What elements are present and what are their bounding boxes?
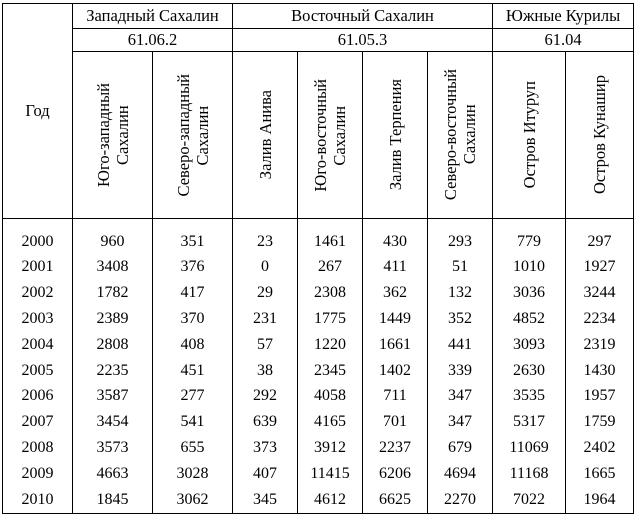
year-column-header: Год	[3, 4, 73, 219]
value-cell: 292	[233, 383, 298, 409]
year-cell: 2001	[3, 254, 73, 280]
value-cell: 655	[153, 435, 233, 461]
value-cell: 779	[493, 219, 566, 255]
value-cell: 352	[428, 306, 493, 332]
value-cell: 57	[233, 332, 298, 358]
table-row	[3, 306, 634, 332]
value-cell: 11415	[298, 461, 363, 487]
value-cell: 2389	[73, 306, 153, 332]
group-code-south-kurils: 61.04	[493, 29, 634, 52]
value-cell: 701	[363, 409, 428, 435]
area-header-label: Залив Терпения	[385, 79, 405, 191]
area-header	[363, 52, 428, 219]
value-cell: 411	[363, 254, 428, 280]
value-cell: 231	[233, 306, 298, 332]
value-cell: 407	[233, 461, 298, 487]
table-row	[3, 435, 634, 461]
value-cell: 3535	[493, 383, 566, 409]
value-cell: 11069	[493, 435, 566, 461]
table-body	[3, 219, 634, 514]
table-row	[3, 254, 634, 280]
value-cell: 417	[153, 280, 233, 306]
value-cell: 373	[233, 435, 298, 461]
group-header-east-sakhalin: Восточный Сахалин	[233, 4, 493, 29]
area-header	[298, 52, 363, 219]
area-header-label: Юго-западный Сахалин	[93, 83, 132, 187]
value-cell: 277	[153, 383, 233, 409]
table-row	[3, 219, 634, 255]
group-code-east-sakhalin: 61.05.3	[233, 29, 493, 52]
value-cell: 1957	[566, 383, 634, 409]
value-cell: 4612	[298, 487, 363, 513]
value-cell: 2402	[566, 435, 634, 461]
value-cell: 1665	[566, 461, 634, 487]
value-cell: 1430	[566, 358, 634, 384]
value-cell: 1461	[298, 219, 363, 255]
value-cell: 3062	[153, 487, 233, 513]
value-cell: 408	[153, 332, 233, 358]
group-header-south-kurils: Южные Курилы	[493, 4, 634, 29]
value-cell: 711	[363, 383, 428, 409]
value-cell: 132	[428, 280, 493, 306]
year-cell: 2000	[3, 219, 73, 255]
value-cell: 441	[428, 332, 493, 358]
value-cell: 2308	[298, 280, 363, 306]
value-cell: 5317	[493, 409, 566, 435]
area-header	[153, 52, 233, 219]
value-cell: 7022	[493, 487, 566, 513]
value-cell: 345	[233, 487, 298, 513]
value-cell: 639	[233, 409, 298, 435]
area-header-label: Залив Анива	[255, 90, 275, 180]
value-cell: 1845	[73, 487, 153, 513]
value-cell: 2808	[73, 332, 153, 358]
year-cell: 2003	[3, 306, 73, 332]
value-cell: 6206	[363, 461, 428, 487]
area-header-label: Юго-восточный Сахалин	[311, 78, 350, 192]
value-cell: 4165	[298, 409, 363, 435]
value-cell: 4663	[73, 461, 153, 487]
table-row	[3, 358, 634, 384]
value-cell: 1402	[363, 358, 428, 384]
value-cell: 3028	[153, 461, 233, 487]
value-cell: 451	[153, 358, 233, 384]
table-row	[3, 383, 634, 409]
value-cell: 960	[73, 219, 153, 255]
table-row	[3, 461, 634, 487]
value-cell: 2345	[298, 358, 363, 384]
area-header	[428, 52, 493, 219]
value-cell: 679	[428, 435, 493, 461]
value-cell: 3244	[566, 280, 634, 306]
value-cell: 3454	[73, 409, 153, 435]
value-cell: 1220	[298, 332, 363, 358]
value-cell: 0	[233, 254, 298, 280]
value-cell: 3573	[73, 435, 153, 461]
value-cell: 1964	[566, 487, 634, 513]
year-cell: 2005	[3, 358, 73, 384]
value-cell: 3587	[73, 383, 153, 409]
area-header-label: Остров Итуруп	[519, 81, 539, 189]
value-cell: 3036	[493, 280, 566, 306]
value-cell: 3912	[298, 435, 363, 461]
value-cell: 2319	[566, 332, 634, 358]
group-code-west-sakhalin: 61.06.2	[73, 29, 233, 52]
value-cell: 541	[153, 409, 233, 435]
group-header-west-sakhalin: Западный Сахалин	[73, 4, 233, 29]
area-header	[493, 52, 566, 219]
area-header-label: Остров Кунашир	[590, 75, 610, 195]
value-cell: 1927	[566, 254, 634, 280]
value-cell: 293	[428, 219, 493, 255]
value-cell: 2630	[493, 358, 566, 384]
table-row	[3, 280, 634, 306]
value-cell: 362	[363, 280, 428, 306]
year-cell: 2006	[3, 383, 73, 409]
value-cell: 38	[233, 358, 298, 384]
table-row	[3, 409, 634, 435]
area-header-label: Северо-западный Сахалин	[173, 73, 212, 197]
value-cell: 2234	[566, 306, 634, 332]
year-cell: 2004	[3, 332, 73, 358]
year-cell: 2010	[3, 487, 73, 513]
value-cell: 23	[233, 219, 298, 255]
value-cell: 4058	[298, 383, 363, 409]
area-header	[566, 52, 634, 219]
value-cell: 2270	[428, 487, 493, 513]
value-cell: 2235	[73, 358, 153, 384]
catch-table	[2, 3, 634, 514]
value-cell: 4694	[428, 461, 493, 487]
area-header	[233, 52, 298, 219]
value-cell: 376	[153, 254, 233, 280]
value-cell: 6625	[363, 487, 428, 513]
value-cell: 11168	[493, 461, 566, 487]
value-cell: 3408	[73, 254, 153, 280]
table-row	[3, 487, 634, 513]
value-cell: 1775	[298, 306, 363, 332]
value-cell: 339	[428, 358, 493, 384]
value-cell: 2237	[363, 435, 428, 461]
table-row	[3, 332, 634, 358]
value-cell: 370	[153, 306, 233, 332]
year-cell: 2002	[3, 280, 73, 306]
area-header-label: Северо-восточный Сахалин	[441, 69, 480, 201]
value-cell: 1010	[493, 254, 566, 280]
value-cell: 1661	[363, 332, 428, 358]
value-cell: 297	[566, 219, 634, 255]
value-cell: 4852	[493, 306, 566, 332]
value-cell: 347	[428, 383, 493, 409]
year-cell: 2007	[3, 409, 73, 435]
value-cell: 51	[428, 254, 493, 280]
value-cell: 430	[363, 219, 428, 255]
value-cell: 351	[153, 219, 233, 255]
value-cell: 1449	[363, 306, 428, 332]
value-cell: 267	[298, 254, 363, 280]
value-cell: 29	[233, 280, 298, 306]
value-cell: 3093	[493, 332, 566, 358]
value-cell: 347	[428, 409, 493, 435]
year-cell: 2009	[3, 461, 73, 487]
year-cell: 2008	[3, 435, 73, 461]
value-cell: 1782	[73, 280, 153, 306]
area-header	[73, 52, 153, 219]
value-cell: 1759	[566, 409, 634, 435]
